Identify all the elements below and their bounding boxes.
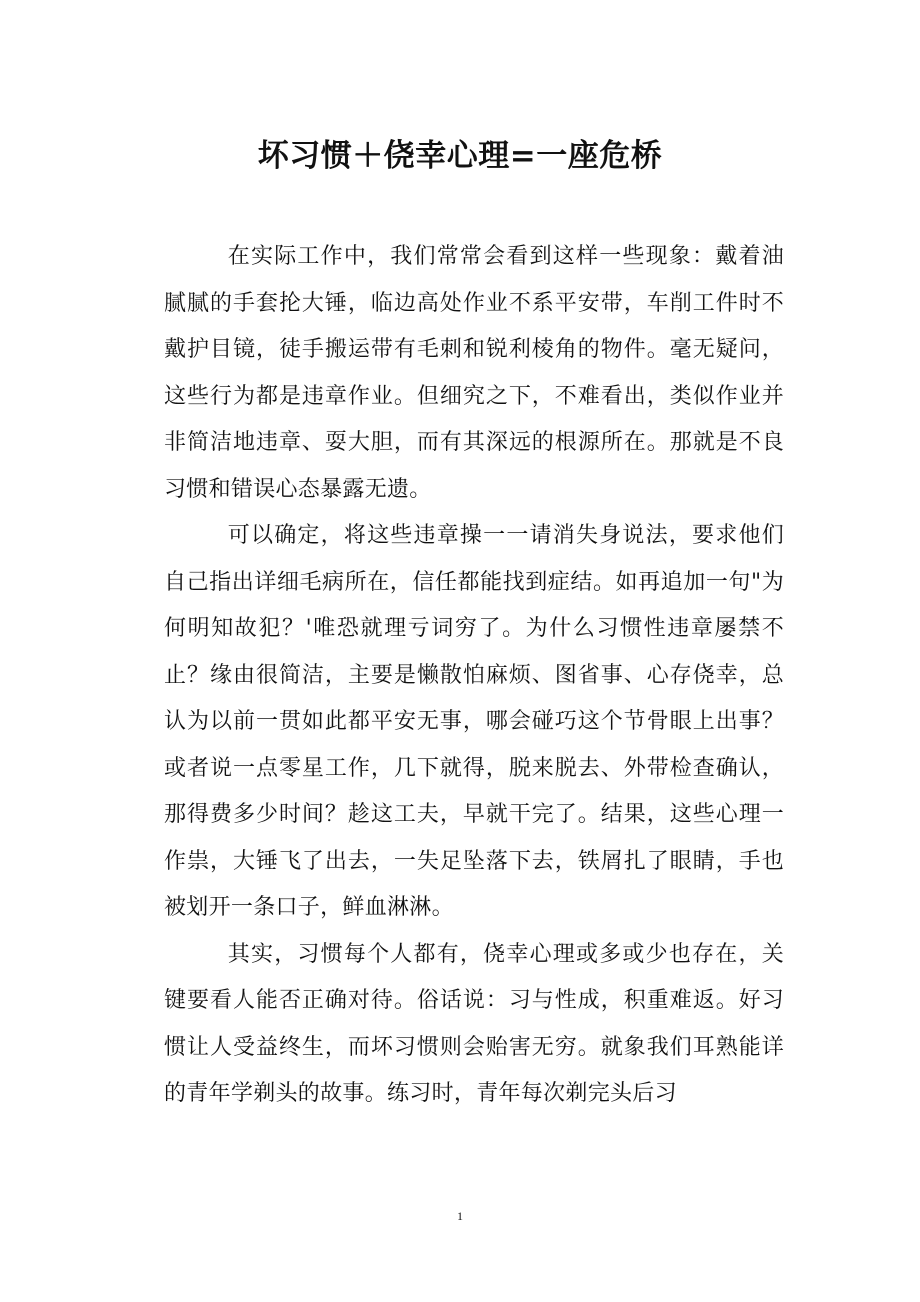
paragraph-1: 在实际工作中，我们常常会看到这样一些现象：戴着油腻腻的手套抡大锤，临边高处作业不系平安带，车削工件时不戴护目镜，徒手搬运带有毛刺和锐利棱角的物件。毫无疑问，这些行为都是违章作业。但细究之下，不难看出，类似作业并非简洁地违章、耍大胆，而有其深远的根源所在。那就是不良习惯和错误心态暴露无遗。: [164, 244, 784, 502]
document-title: 坏习惯＋侥幸心理=一座危桥: [257, 138, 663, 174]
page-number: 1: [457, 1209, 463, 1223]
document-body: [164, 234, 784, 1118]
paragraph-2: 可以确定，将这些违章操一一请消失身说法，要求他们自己指出详细毛病所在，信任都能找到症结。如再追加一句"为何明知故犯？'唯恐就理亏词穷了。为什么习惯性违章屡禁不止？缘由很简洁，主要是懒散怕麻烦、图省事、心存侥幸，总认为以前一贯如此都平安无事，哪会碰巧这个节骨眼上出事？或者说一点零星工作，几下就得，脱来脱去、外带检查确认，那得费多少时间？趁这工夫，早就干完了。结果，这些心理一作祟，大锤飞了出去，一失足坠落下去，铁屑扎了眼睛，手也被划开一条口子，鲜血淋淋。: [164, 523, 784, 920]
paragraph-3: 其实，习惯每个人都有，侥幸心理或多或少也存在，关键要看人能否正确对待。俗话说：习与性成，积重难返。好习惯让人受益终生，而坏习惯则会贻害无穷。就象我们耳熟能详的青年学剃头的故事。练习时，青年每次剃完头后习: [164, 941, 784, 1106]
